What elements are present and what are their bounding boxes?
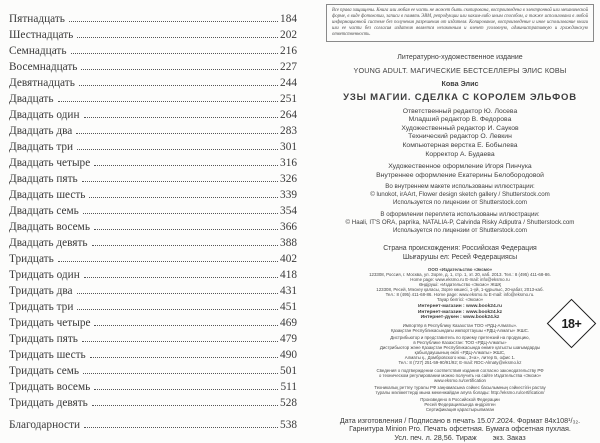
toc-entry	[9, 157, 297, 173]
toc-entry-page: 202	[280, 29, 297, 41]
dot-leader	[77, 37, 278, 38]
toc-entry	[9, 317, 297, 333]
toc-entry-page: 316	[280, 157, 297, 169]
dot-leader	[81, 69, 278, 70]
toc-entry-label: Двадцать два	[9, 125, 73, 137]
dot-leader	[76, 133, 278, 134]
toc-entry-list	[9, 13, 297, 413]
staff-line: Ответственный редактор Ю. Лосева	[402, 107, 518, 115]
importer-line: Қазақстан Республикасындағы импорттаушы «РДЦ-Алматы» ЖШС.	[390, 328, 530, 334]
copyright-notice: Все права защищены. Книга или любая ее часть не может быть скопирована, воспроизведена в электронной или механической форме, в виде фотокопии, записи в память ЭВМ, репродукции или каким-либо иным способом, а также использована в любой информационной системе без получения разрешения от издателя. Копирование, воспроизведение и иное использование книги или ее части без согласия издателя является незаконным и влечет уголовную, административную и гражданскую ответственность.	[326, 4, 594, 42]
certification-info-kz	[326, 385, 594, 395]
dot-leader	[77, 149, 278, 150]
toc-entry	[9, 365, 297, 381]
toc-entry-page: 264	[280, 109, 297, 121]
toc-entry-page: 326	[280, 173, 297, 185]
produced-in	[326, 398, 594, 413]
toc-entry	[9, 29, 297, 45]
dot-leader	[94, 165, 278, 166]
colophon-page	[326, 0, 594, 443]
toc-entry	[9, 13, 297, 29]
toc-entry-label: Двадцать восемь	[9, 221, 90, 233]
series-title: YOUNG ADULT. МАГИЧЕСКИЕ БЕСТСЕЛЛЕРЫ ЭЛИС КОВЫ	[353, 65, 567, 75]
toc-entry	[9, 45, 297, 61]
toc-entry-page: 469	[280, 317, 297, 329]
toc-entry-label: Двадцать три	[9, 141, 74, 153]
toc-entry	[9, 381, 297, 397]
toc-entry-page: 538	[280, 419, 297, 431]
publisher-line: 123308, Россия, г. Москва, ул. Зорге, д. 1, стр. 1, эт. 20, каб. 2013. Тел.: 8 (495) 411-68-86.	[369, 272, 551, 278]
toc-entry	[9, 141, 297, 157]
toc-entry-label: Тридцать два	[9, 285, 73, 297]
toc-entry-page: 227	[280, 61, 297, 73]
dot-leader	[83, 213, 278, 214]
toc-entry-page: 244	[280, 77, 297, 89]
distributor-line: в Республике Казахстан: ТОО «РДЦ-Алматы»	[413, 340, 507, 346]
toc-entry-label: Восемнадцать	[9, 61, 78, 73]
toc-entry	[9, 333, 297, 349]
staff-line: Младший редактор В. Федорова	[408, 116, 512, 124]
dot-leader	[71, 53, 279, 54]
editorial-staff	[326, 108, 594, 160]
publisher-line: ООО «Издательство «Эксмо»	[427, 267, 493, 273]
toc-entry-label: Двадцать пять	[9, 173, 78, 185]
toc-entry	[9, 93, 297, 109]
publisher-line: Тел.: 8 (495) 411-68-86. Home page: www.eksmo.ru E-mail: info@eksmo.ru.	[385, 292, 535, 298]
toc-entry-label: Семнадцать	[9, 45, 67, 57]
staff-line: Корректор А. Будаева	[425, 150, 495, 158]
certification-line: www.eksmo.ru/certification	[434, 378, 486, 384]
publisher-line: 123308, Ресей, Мәскеу қаласы, Зорге көшесі, 1-үй, 1-құрылыс, 20-қабат, 2013-каб.	[376, 287, 544, 293]
distributor-info	[326, 335, 594, 365]
inner-illustrations-credit	[326, 183, 594, 207]
staff-line: Компьютерная верстка Е. Бобылева	[402, 141, 518, 149]
toc-entry-page: 501	[280, 365, 297, 377]
toc-entry-page: 251	[280, 93, 297, 105]
toc-entry	[9, 61, 297, 77]
toc-entry-page: 301	[280, 141, 297, 153]
toc-entry-page: 283	[280, 125, 297, 137]
staff-line: Технический редактор О. Левкин	[408, 133, 512, 141]
toc-entry-label: Тридцать три	[9, 301, 74, 313]
table-of-contents	[9, 13, 297, 435]
toc-entry-page: 366	[280, 221, 297, 233]
print-specifications	[326, 417, 594, 443]
toc-entry-page: 402	[280, 253, 297, 265]
credit-line: Используется по лицензии от Shutterstock.com	[392, 227, 528, 235]
toc-entry	[9, 173, 297, 189]
dot-leader	[94, 325, 278, 326]
credit-line: Используется по лицензии от Shutterstock.com	[392, 199, 528, 207]
certification-line: туралы мәліметтерді мына мекенжайдан алуға болады: http://eksmo.ru/certification/	[375, 390, 545, 396]
toc-entry-acknowledgments	[9, 419, 297, 435]
toc-entry-page: 354	[280, 205, 297, 217]
credit-line: Во внутреннем макете использованы иллюстрации:	[385, 183, 535, 191]
dot-leader	[94, 389, 278, 390]
author-name: Кова Элис	[441, 78, 479, 88]
toc-entry-label: Тридцать девять	[9, 397, 88, 409]
dot-leader	[83, 373, 278, 374]
distributor-line: Алматы қ., Домбровского көш., 3«а», литер Б, офис 1.	[404, 355, 516, 361]
toc-entry	[9, 205, 297, 221]
toc-entry-label: Тридцать восемь	[9, 381, 91, 393]
dot-leader	[90, 357, 278, 358]
toc-entry-page: 528	[280, 397, 297, 409]
toc-entry	[9, 77, 297, 93]
dot-leader	[84, 117, 279, 118]
certification-line: Техникалық реттеу туралы РФ заңнамасына сәйкес басылымның сәйкестігін растау	[374, 385, 546, 391]
dot-leader	[89, 197, 278, 198]
toc-entry-label: Двадцать семь	[9, 205, 79, 217]
shop-line: Интернет-дүкен : www.book24.kz	[420, 315, 500, 321]
cover-illustrations-credit	[326, 211, 594, 235]
toc-entry-label: Пятнадцать	[9, 13, 65, 25]
dot-leader	[77, 309, 278, 310]
toc-entry	[9, 253, 297, 269]
staff-line: Художественный редактор И. Сауков	[401, 124, 519, 132]
design-line: Художественное оформление Игоря Пинчука	[388, 163, 532, 171]
toc-entry-label: Двадцать четыре	[9, 157, 91, 169]
toc-entry-label: Шестнадцать	[9, 29, 74, 41]
toc-entry-label: Двадцать один	[9, 109, 80, 121]
publisher-line: Тауар белгісі: «Эксмо»	[436, 297, 484, 303]
toc-entry-page: 511	[280, 381, 297, 393]
toc-entry-page: 479	[280, 333, 297, 345]
distributor-line: Дистрибьютор және Қазақстан Республикасында өнімге қатысты шағымдарды	[379, 345, 541, 351]
credit-line: © Haali, IT'S ORA, paprika, NATALIA-P, Calvinda Risky Adiputra / Shutterstock.com	[345, 219, 575, 227]
toc-entry-page: 431	[280, 285, 297, 297]
dot-leader	[92, 245, 278, 246]
toc-entry-page: 388	[280, 237, 297, 249]
toc-entry	[9, 189, 297, 205]
certification-line: Сведения о подтверждении соответствия издания согласно законодательству РФ	[376, 368, 544, 374]
certification-line: о техническом регулировании можно получить на сайте Издательства «Эксмо»	[378, 373, 542, 379]
toc-entry-label: Тридцать шесть	[9, 349, 86, 361]
shop-line: Интернет-магазин : www.book24.kz	[417, 309, 503, 315]
print-spec-line: Дата изготовления / Подписано в печать 15.07.2024. Формат 84х108¹/₃₂.	[339, 415, 581, 425]
dot-leader	[82, 341, 278, 342]
toc-entry	[9, 125, 297, 141]
toc-entry-page: 339	[280, 189, 297, 201]
dot-leader	[58, 261, 278, 262]
toc-entry-label: Тридцать пять	[9, 333, 78, 345]
toc-entry-label: Двадцать шесть	[9, 189, 86, 201]
produced-line: Сертификация қарастырылмаған	[425, 406, 495, 412]
dot-leader	[94, 229, 278, 230]
toc-entry	[9, 221, 297, 237]
toc-entry-label: Тридцать один	[9, 269, 80, 281]
design-line: Внутреннее оформление Екатерины Белобородовой	[376, 171, 544, 179]
credit-line: © lunokot, irAArt, Flower design sketch gallery / Shutterstock.com	[370, 191, 550, 199]
dot-leader	[58, 101, 279, 102]
age-rating-label: 18+	[561, 316, 582, 331]
dot-leader	[82, 181, 278, 182]
dot-leader	[84, 277, 278, 278]
certification-info-ru	[326, 368, 594, 383]
publisher-info	[326, 267, 594, 302]
toc-entry-page: 418	[280, 269, 297, 281]
toc-entry	[9, 237, 297, 253]
edition-type: Литературно-художественное издание	[397, 53, 523, 61]
toc-entry-page: 184	[280, 13, 297, 25]
dot-leader	[77, 293, 279, 294]
design-credits	[326, 163, 594, 180]
shop-line: Интернет-магазин : www.book24.ru	[418, 304, 502, 310]
toc-entry-page: 451	[280, 301, 297, 313]
country-line: Страна происхождения: Российская Федерация	[383, 245, 537, 253]
publisher-line: Өндіруші: «Издательство «Эксмо» ЖШҚ	[418, 282, 502, 288]
toc-entry-label: Тридцать	[9, 253, 54, 265]
toc-entry-label: Двадцать девять	[9, 237, 88, 249]
toc-entry-label: Тридцать семь	[9, 365, 80, 377]
dot-leader	[84, 427, 278, 428]
toc-entry-label: Двадцать	[9, 93, 54, 105]
produced-line: Ресей Федерациясында өндірілген	[424, 401, 496, 407]
importer-line: Импортёр в Республику Казахстан ТОО «РДЦ-Алматы».	[402, 323, 518, 329]
toc-entry-label: Благодарности	[9, 419, 81, 431]
toc-entry	[9, 109, 297, 125]
distributor-line: Тел.: 8 (727) 251-59-90/91/92; E-mail: RDC-Almaty@eksmo.kz	[398, 360, 522, 366]
print-spec-line: Гарнитура Minion Pro. Печать офсетная. Бумага офсетная пухлая.	[349, 424, 571, 434]
toc-entry	[9, 269, 297, 285]
dot-leader	[79, 85, 278, 86]
distributor-line: қабылдаушының өкілі «РДЦ-Алматы» ЖШС,	[414, 350, 506, 356]
toc-entry-page: 490	[280, 349, 297, 361]
toc-entry	[9, 397, 297, 413]
country-of-origin	[326, 244, 594, 262]
print-spec-line: Усл. печ. л. 28,56. Тираж экз. Заказ	[394, 432, 526, 442]
dot-leader	[69, 21, 278, 22]
toc-entry	[9, 285, 297, 301]
country-line: Шығарушы ел: Ресей Федерациясы	[402, 254, 518, 262]
toc-entry-label: Девятнадцать	[9, 77, 75, 89]
produced-line: Произведено в Российской Федерации	[420, 397, 500, 403]
book-title: УЗЫ МАГИИ. СДЕЛКА С КОРОЛЕМ ЭЛЬФОВ	[343, 91, 577, 103]
toc-entry	[9, 301, 297, 317]
publisher-line: Home page: www.eksmo.ru E-mail: info@eksmo.ru	[410, 277, 510, 283]
toc-entry-page: 216	[280, 45, 297, 57]
distributor-line: Дистрибьютор и представитель по приему претензий на продукцию,	[390, 335, 530, 341]
dot-leader	[92, 405, 278, 406]
toc-entry	[9, 349, 297, 365]
credit-line: В оформлении переплета использованы иллюстрации:	[380, 211, 540, 219]
toc-entry-label: Тридцать четыре	[9, 317, 91, 329]
